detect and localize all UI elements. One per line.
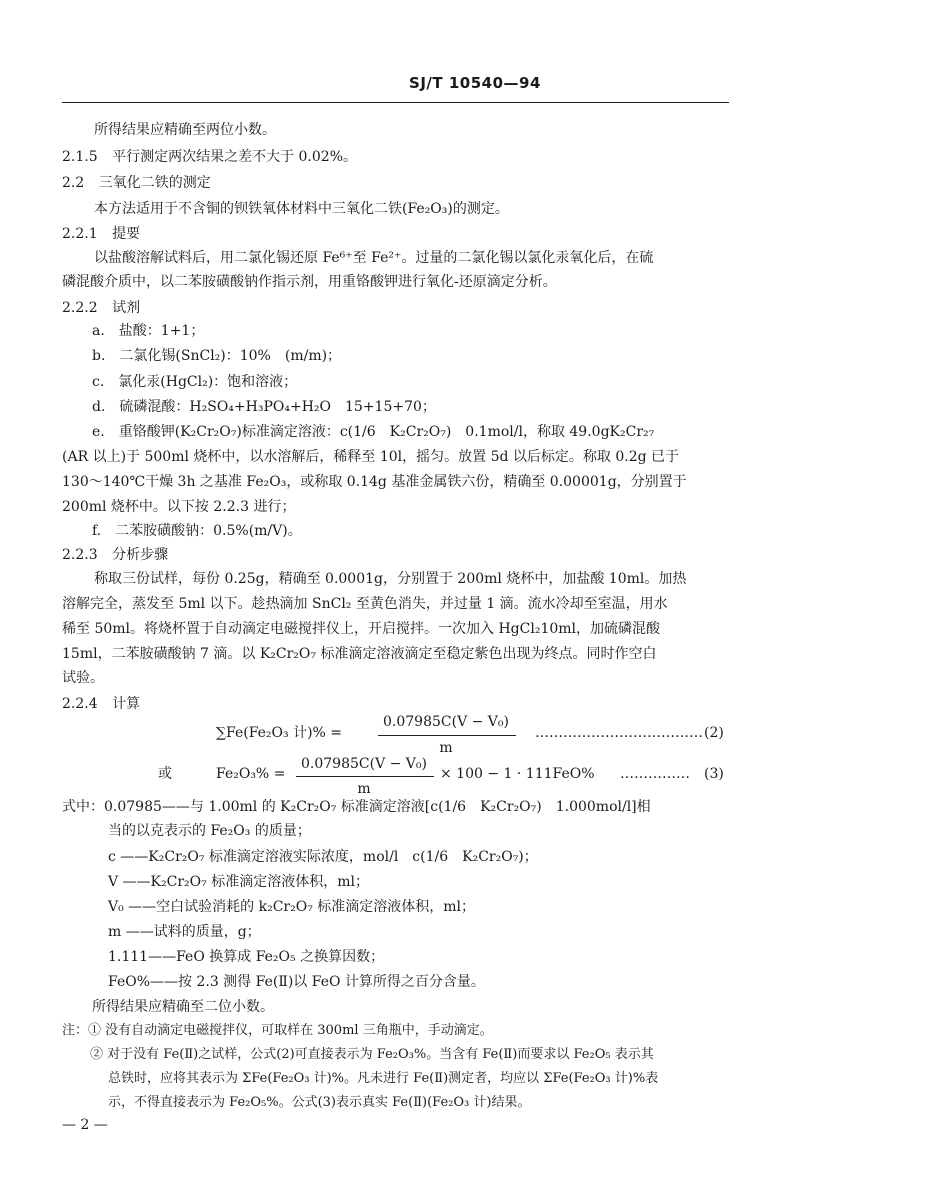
where-v: V ——K₂Cr₂O₇ 标准滴定溶液体积，ml； [108,874,369,890]
reagent-a: a. 盐酸：1+1； [92,323,205,339]
formula-2-number: (2) [704,725,724,741]
note-2-line-1: ② 对于没有 Fe(Ⅱ)之试样，公式(2)可直接表示为 Fe₂O₃%。当含有 Fe(Ⅱ)而要求以 Fe₂O₅ 表示其 [90,1047,654,1062]
principle-line-2: 磷混酸介质中，以二苯胺磺酸钠作指示剂，用重铬酸钾进行氧化-还原滴定分析。 [62,274,557,290]
formula-3-number: (3) [704,766,724,782]
section-title: 提要 [112,226,141,242]
where-line-1b: 当的以克表示的 Fe₂O₃ 的质量； [108,823,311,839]
section-2-2-heading [62,174,211,192]
section-2-2-1-heading [62,225,140,243]
formula-2-lhs: ∑Fe(Fe₂O₃ 计)% = [216,725,343,741]
where-c: c ——K₂Cr₂O₇ 标准滴定溶液实际浓度，mol/l c(1/6 K₂Cr₂O₇)； [108,849,538,865]
section-number: 2.2.1 [62,226,98,242]
where-feo: FeO%——按 2.3 测得 Fe(Ⅱ)以 FeO 计算所得之百分含量。 [108,974,485,990]
result-precision-line: 所得结果应精确至两位小数。 [94,122,276,138]
procedure-line-3: 稀至 50ml。将烧杯置于自动滴定电磁搅拌仪上，开启搅拌。一次加入 HgCl₂10ml，加硫磷混酸 [62,621,661,637]
formula-2-denominator: m [439,740,453,756]
reagent-e-line-3: 130～140℃干燥 3h 之基准 Fe₂O₃，或称取 0.14g 基准金属铁六份，精确至 0.00001g，分别置于 [62,474,687,490]
formula-2-leader-dots: ……………………………… [535,725,703,741]
section-number: 2.2.3 [62,547,98,563]
section-2-2-2-heading [62,299,140,317]
note-2-line-3: 示，不得直接表示为 Fe₂O₅%。公式(3)表示真实 Fe(Ⅱ)(Fe₂O₃ 计)结果。 [108,1095,531,1110]
formula-3-leader-dots: …………… [620,766,690,782]
procedure-line-5: 试验。 [62,670,104,686]
page-number: — 2 — [62,1117,108,1133]
formula-2-numerator: 0.07985C(V − V₀) [383,714,509,730]
section-2-1-5 [62,148,357,166]
section-title: 三氧化二铁的测定 [98,175,211,191]
section-2-2-4-heading [62,695,140,713]
section-number: 2.2.4 [62,696,98,712]
reagent-d: d. 硫磷混酸：H₂SO₄+H₃PO₄+H₂O 15+15+70； [92,399,436,415]
formula-3-or: 或 [158,766,172,782]
header-rule [62,102,729,103]
procedure-line-1: 称取三份试样，每份 0.25g，精确至 0.0001g，分别置于 200ml 烧杯中，加盐酸 10ml。加热 [94,571,687,587]
procedure-line-2: 溶解完全，蒸发至 5ml 以下。趁热滴加 SnCl₂ 至黄色消失，并过量 1 滴。流水冷却至室温，用水 [62,596,668,612]
formula-3-numerator: 0.07985C(V − V₀) [301,756,427,772]
reagent-e-line-2: (AR 以上)于 500ml 烧杯中，以水溶解后，稀释至 10l，摇匀。放置 5d 以后标定。称取 0.2g 已于 [62,449,680,465]
scope-paragraph: 本方法适用于不含铜的钡铁氧体材料中三氧化二铁(Fe₂O₃)的测定。 [94,201,509,217]
section-title: 试剂 [112,300,141,316]
reagent-e-line-4: 200ml 烧杯中。以下按 2.2.3 进行； [62,499,296,515]
section-title: 计算 [112,696,141,712]
where-v0: V₀ ——空白试验消耗的 k₂Cr₂O₇ 标准滴定溶液体积，ml； [108,899,476,915]
reagent-e-line-1: e. 重铬酸钾(K₂Cr₂O₇)标准滴定溶液：c(1/6 K₂Cr₂O₇) 0.1mol/l，称取 49.0gK₂Cr₂₇ [92,424,655,440]
section-text: 平行测定两次结果之差不大于 0.02%。 [112,149,358,165]
result-precision-line-2: 所得结果应精确至二位小数。 [92,999,274,1015]
where-factor: 1.111——FeO 换算成 Fe₂O₅ 之换算因数； [108,949,385,965]
formula-3-fraction-bar [296,776,434,777]
formula-3-lhs: Fe₂O₃% = [216,766,286,782]
section-2-2-3-heading [62,546,168,564]
standard-code-header: SJ/T 10540—94 [409,74,541,92]
formula-2-fraction-bar [378,735,516,736]
formula-3-denominator: m [357,781,371,797]
principle-line-1: 以盐酸溶解试料后，用二氯化锡还原 Fe⁶⁺至 Fe²⁺。过量的二氯化锡以氯化汞氧化后，在硫 [94,250,654,266]
section-number: 2.2.2 [62,300,98,316]
where-line-1: 式中：0.07985——与 1.00ml 的 K₂Cr₂O₇ 标准滴定溶液[c(1/6 K₂Cr₂O₇) 1.000mol/l]相 [62,799,651,815]
reagent-f: f. 二苯胺磺酸钠：0.5%(m/V)。 [92,523,302,539]
where-m: m ——试料的质量，g； [108,924,261,940]
reagent-c: c. 氯化汞(HgCl₂)：饱和溶液； [92,374,298,390]
section-title: 分析步骤 [112,547,169,563]
note-1: 注：① 没有自动滴定电磁搅拌仪，可取样在 300ml 三角瓶中，手动滴定。 [62,1023,493,1038]
formula-3-rest: × 100 − 1 · 111FeO% [440,766,595,782]
reagent-b: b. 二氯化锡(SnCl₂)：10% (m/m)； [92,348,342,364]
note-2-line-2: 总铁时，应将其表示为 ΣFe(Fe₂O₃ 计)%。凡未进行 Fe(Ⅱ)测定者，均应以 ΣFe(Fe₂O₃ 计)%表 [108,1071,659,1086]
section-number: 2.1.5 [62,149,98,165]
procedure-line-4: 15ml，二苯胺磺酸钠 7 滴。以 K₂Cr₂O₇ 标准滴定溶液滴定至稳定紫色出现为终点。同时作空白 [62,646,657,662]
section-number: 2.2 [62,175,85,191]
